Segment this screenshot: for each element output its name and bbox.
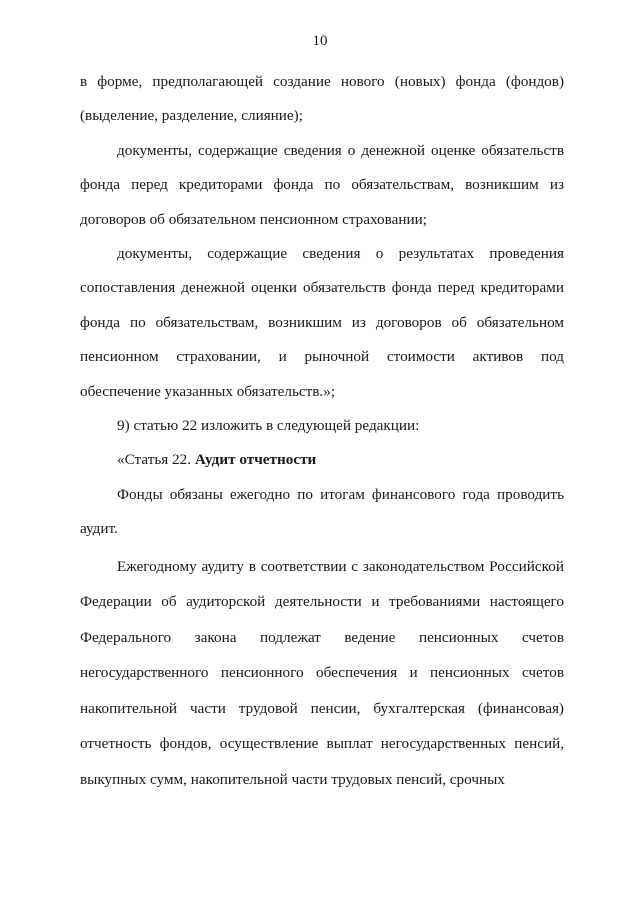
paragraph-annual-audit-obligation: Фонды обязаны ежегодно по итогам финансового года проводить аудит. [80, 485, 564, 538]
document-body [80, 65, 564, 797]
paragraph-monetary-valuation: документы, содержащие сведения о денежной оценке обязательств фонда перед кредиторами фонда по обязательствам, возникшим из договоров об обязательном пенсионном страховании; [80, 141, 564, 228]
paragraph-article-22-amendment: 9) статью 22 изложить в следующей редакции: [117, 417, 420, 435]
paragraph-valuation-comparison: документы, содержащие сведения о результатах проведения сопоставления денежной оценки обязательств фонда перед кредиторами фонда по обязательствам, возникшим из договоров об обязательном пенсионном страховании, и рыночной стоимости активов под обеспечение указанных обязательств.»; [80, 245, 564, 400]
article-22-number: «Статья 22. [117, 451, 195, 469]
article-22-heading [80, 443, 564, 477]
page-number: 10 [312, 33, 328, 49]
article-22-title: Аудит отчетности [194, 451, 317, 469]
paragraph-annual-audit-scope: Ежегодному аудиту в соответствии с законодательством Российской Федерации об аудиторской деятельности и требованиями настоящего Федерального закона подлежат ведение пенсионных счетов негосударственного пенсионного обеспечения и пенсионных счетов накопительной части трудовой пенсии, бухгалтерская (финансовая) отчетность фондов, осуществление выплат негосударственных пенсий, выкупных сумм, накопительной части трудовых пенсий, срочных [80, 557, 564, 788]
paragraph-fund-reorganization: в форме, предполагающей создание нового (новых) фонда (фондов) (выделение, разделение, слияние); [80, 73, 564, 125]
